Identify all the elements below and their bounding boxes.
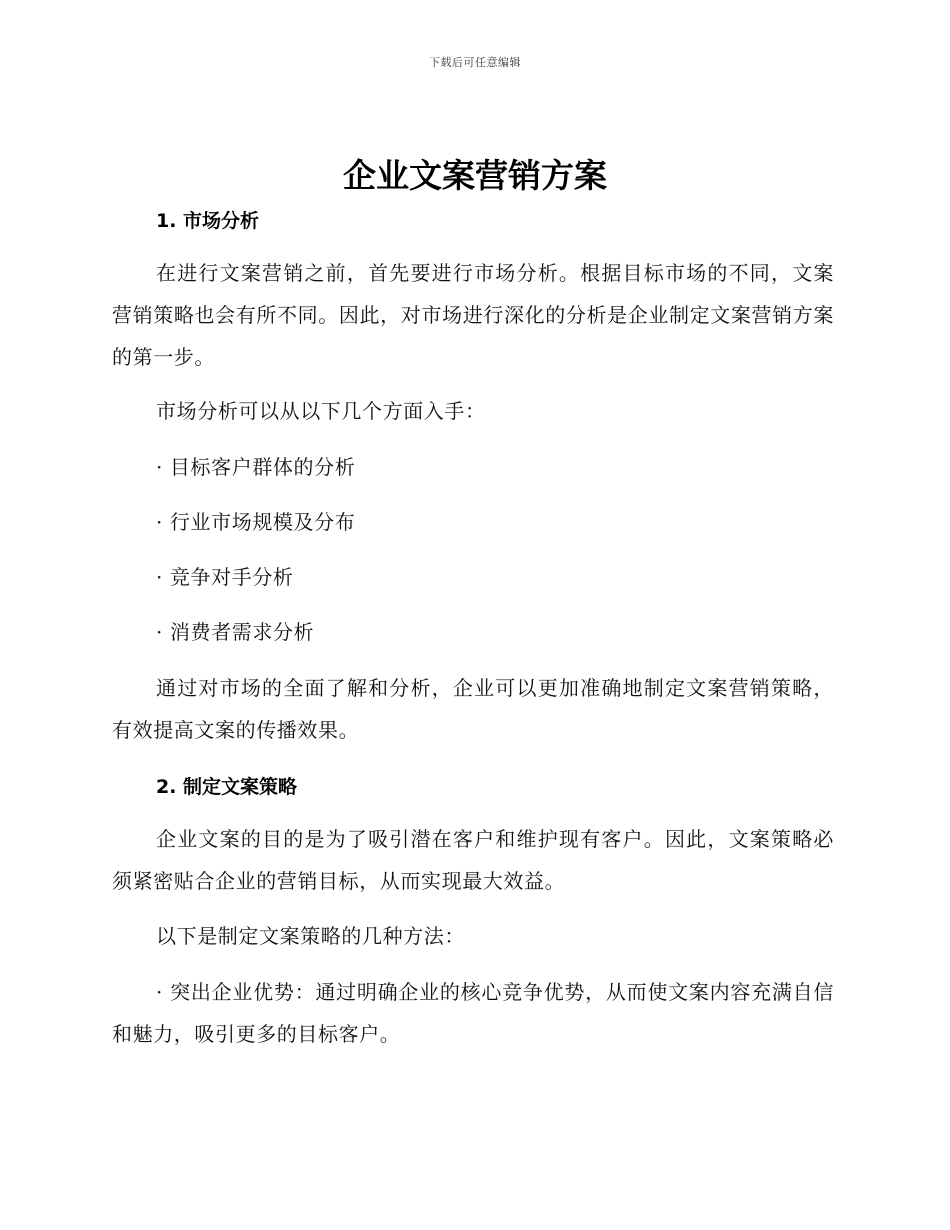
list-item: · 目标客户群体的分析 <box>156 455 356 479</box>
list-item: · 竞争对手分析 <box>156 565 294 589</box>
section-heading-market-analysis: 1. 市场分析 <box>156 210 260 232</box>
paragraph-strategy-methods-intro: 以下是制定文案策略的几种方法： <box>156 924 465 948</box>
paragraph-market-intro: 在进行文案营销之前，首先要进行市场分析。根据目标市场的不同，文案营销策略也会有所不同。因此，对市场进行深化的分析是企业制定文案营销方案的第一步。 <box>112 261 834 369</box>
paragraph-market-conclusion: 通过对市场的全面了解和分析，企业可以更加准确地制定文案营销策略，有效提高文案的传播效果。 <box>112 676 834 742</box>
list-item: · 突出企业优势：通过明确企业的核心竞争优势，从而使文案内容充满自信和魅力，吸引更多的目标客户。 <box>112 980 834 1046</box>
section-heading-copy-strategy: 2. 制定文案策略 <box>156 776 298 798</box>
list-item: · 行业市场规模及分布 <box>156 510 356 534</box>
paragraph-strategy-intro: 企业文案的目的是为了吸引潜在客户和维护现有客户。因此，文案策略必须紧密贴合企业的营销目标，从而实现最大效益。 <box>112 827 834 893</box>
document-title: 企业文案营销方案 <box>343 156 607 195</box>
list-item: · 消费者需求分析 <box>156 620 315 644</box>
header-note: 下载后可任意编辑 <box>429 56 521 69</box>
paragraph-market-aspects-intro: 市场分析可以从以下几个方面入手： <box>156 399 486 423</box>
